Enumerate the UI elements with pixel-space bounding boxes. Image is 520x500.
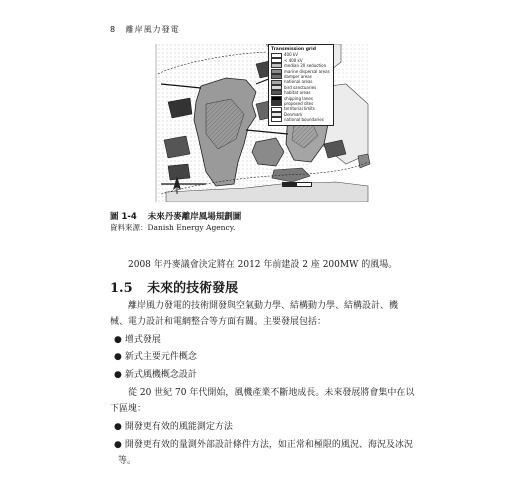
legend-label: bird sanctuaries <box>284 84 317 90</box>
list-item <box>114 367 197 380</box>
legend-title: Transmission grid <box>271 47 316 52</box>
bullet-icon: ● <box>114 422 122 432</box>
legend-label: < 400 kV <box>284 57 303 63</box>
legend-label: shipping lanes <box>284 95 313 101</box>
section-heading <box>110 277 238 296</box>
section-title: 未來的技術發展 <box>147 281 239 296</box>
bullet-icon: ● <box>114 335 122 345</box>
paragraph-3-line-2: 下區塊： <box>110 404 147 414</box>
book-title: 離岸風力發電 <box>125 25 180 34</box>
legend-label: proposed sites <box>284 101 314 107</box>
figure-title: 未來丹麥離岸風場規劃圖 <box>147 212 242 222</box>
list-item <box>114 437 413 450</box>
legend-swatch <box>271 85 282 90</box>
legend-label: 400 kV <box>284 52 298 58</box>
figure-source: 資料來源：Danish Energy Agency. <box>110 223 236 232</box>
paragraph-1: 2008 年丹麥議會決定將在 2012 年前建設 2 座 200MW 的風場。 <box>128 260 398 270</box>
paragraph-2-line-1: 離岸風力發電的技術開發與空氣動力學、結構動力學、結構設計、機 <box>128 301 399 311</box>
legend-label: damper areas <box>284 74 312 80</box>
list-item <box>114 332 161 345</box>
list-item <box>114 419 233 432</box>
legend-label: Denmark <box>284 111 303 117</box>
legend-swatch <box>271 96 282 101</box>
scale-bar <box>282 182 312 187</box>
list-item-text: 新式風機概念設計 <box>124 370 197 380</box>
legend-swatch <box>271 80 282 85</box>
legend-swatch <box>271 117 282 122</box>
scale-bar-graphic <box>282 182 312 187</box>
list-item-text: 開發更有效的量測外部設計條件方法，如正常和極限的風況、海況及冰況 <box>124 440 413 450</box>
legend-swatch <box>271 63 282 68</box>
denmark-offshore-map <box>106 44 406 202</box>
legend-label: national areas <box>284 79 313 85</box>
figure-caption <box>110 210 241 222</box>
running-header <box>110 24 180 35</box>
bullet-icon: ● <box>114 352 122 362</box>
legend-swatch <box>271 112 282 117</box>
legend-swatch <box>271 74 282 79</box>
legend-item <box>271 117 331 122</box>
bullet-icon: ● <box>114 440 122 450</box>
legend-label: national boundaries <box>284 117 324 123</box>
paragraph-2-line-2: 械、電力設計和電網整合等方面有關。主要發展包括： <box>110 317 327 327</box>
legend-label: marine dispersal areas <box>284 68 330 74</box>
legend-swatch <box>271 53 282 58</box>
legend-swatch <box>271 101 282 106</box>
legend-label: habitat areas <box>284 90 311 96</box>
list-item <box>114 349 197 362</box>
list-item-continuation: 等。 <box>118 456 137 466</box>
legend-swatch <box>271 69 282 74</box>
legend-label: median 20 seduction <box>284 63 327 69</box>
list-item-text: 新式主要元件概念 <box>124 352 197 362</box>
legend-items <box>271 52 331 122</box>
legend-swatch <box>271 107 282 112</box>
bullet-icon: ● <box>114 370 122 380</box>
legend-swatch <box>271 58 282 63</box>
legend-swatch <box>271 90 282 95</box>
section-number: 1.5 <box>110 281 133 296</box>
list-item-text: 增式發展 <box>124 335 161 345</box>
map-graphic <box>106 44 406 202</box>
legend-label: territorial limits <box>284 106 315 112</box>
paragraph-3-line-1: 從 20 世紀 70 年代開始，風機產業不斷地成長。未來發展將會集中在以 <box>128 388 415 398</box>
page-number: 8 <box>110 25 117 34</box>
figure-number: 圖 1-4 <box>110 212 137 222</box>
map-legend <box>268 44 334 126</box>
list-item-text: 開發更有效的風能測定方法 <box>124 422 233 432</box>
